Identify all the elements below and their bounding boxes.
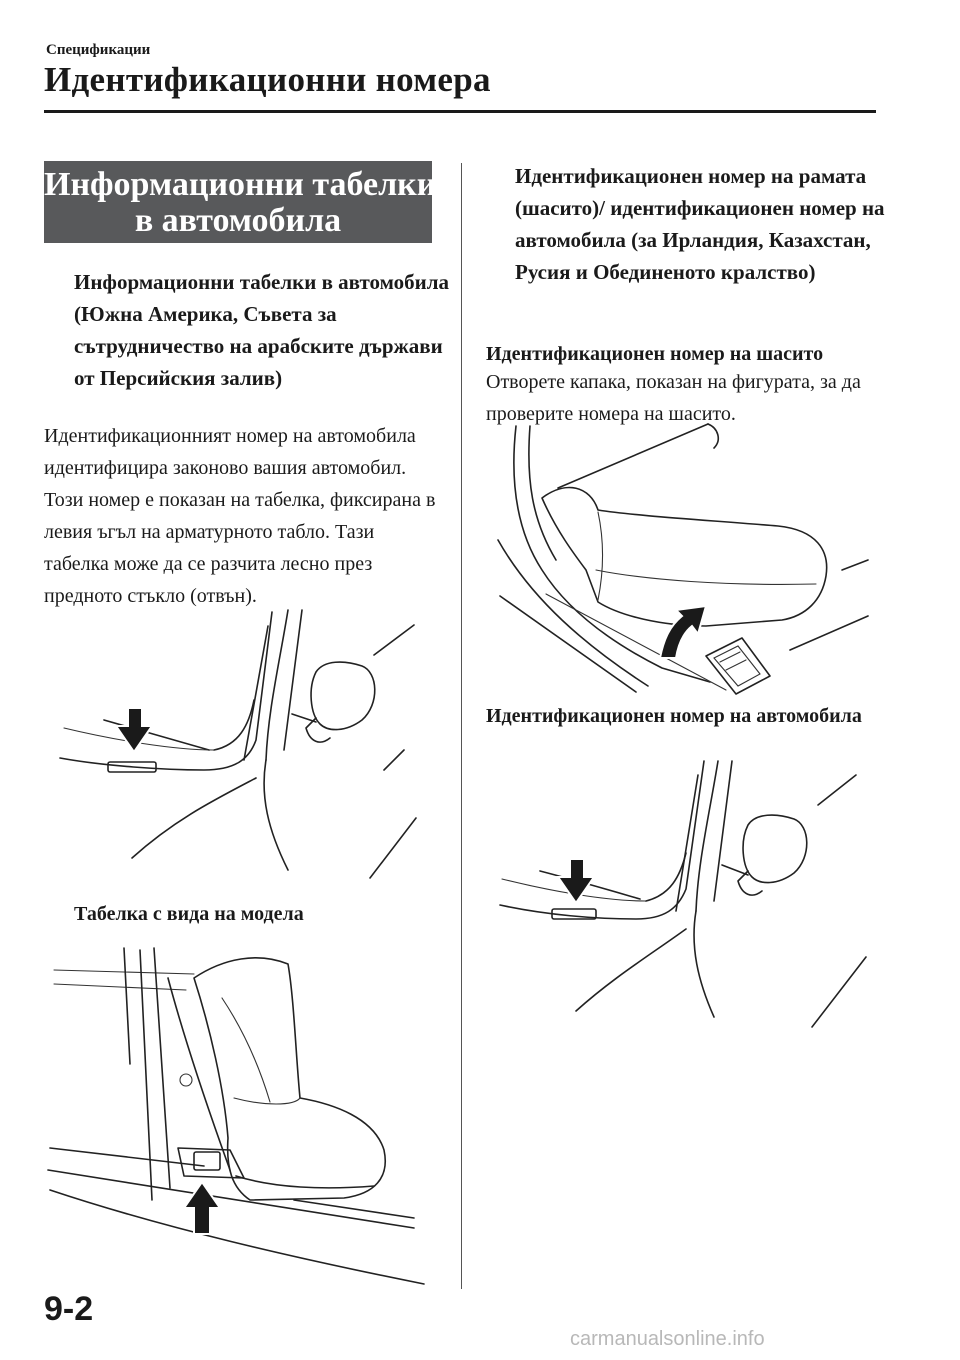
left-paragraph: Идентификационният номер на автомобила идентифицира законово вашия автомобил. Този номер е показан на табелка, фиксирана в левия ъгъл на арматурното табло. Тази табелка може да се разчита лесно през предното стъкло (отвън). <box>44 425 436 607</box>
page-title: Идентификационни номера <box>44 60 491 99</box>
banner-line-2: в автомобила <box>134 202 342 239</box>
vin-caption: Идентификационен номер на автомобила <box>486 705 862 727</box>
left-heading: Информационни табелки в автомобила (Южна Америка, Съвета за сътрудничество на арабските държави от Персийския залив) <box>74 270 450 390</box>
column-divider <box>461 163 462 1289</box>
title-rule <box>44 110 876 113</box>
watermark: carmanualsonline.info <box>570 1328 765 1350</box>
chassis-paragraph: Отворете капака, показан на фигурата, за да проверите номера на шасито. <box>486 371 861 425</box>
vin-plate-illustration <box>486 755 876 1045</box>
right-heading: Идентификационен номер на рамата (шасито)/ идентификационен номер на автомобила (за Ирландия, Казахстан, Русия и Обединеното кралство) <box>515 164 885 284</box>
banner-line-1: Информационни табелки <box>44 166 437 203</box>
page-number: 9-2 <box>44 1290 94 1328</box>
model-plate-caption: Табелка с вида на модела <box>74 903 304 925</box>
section-banner <box>44 161 437 243</box>
chassis-cover-illustration <box>486 420 876 700</box>
section-label: Спецификации <box>46 42 151 58</box>
model-plate-illustration <box>44 938 454 1288</box>
chassis-heading: Идентификационен номер на шасито <box>486 343 824 365</box>
dashboard-plate-illustration <box>44 600 454 890</box>
